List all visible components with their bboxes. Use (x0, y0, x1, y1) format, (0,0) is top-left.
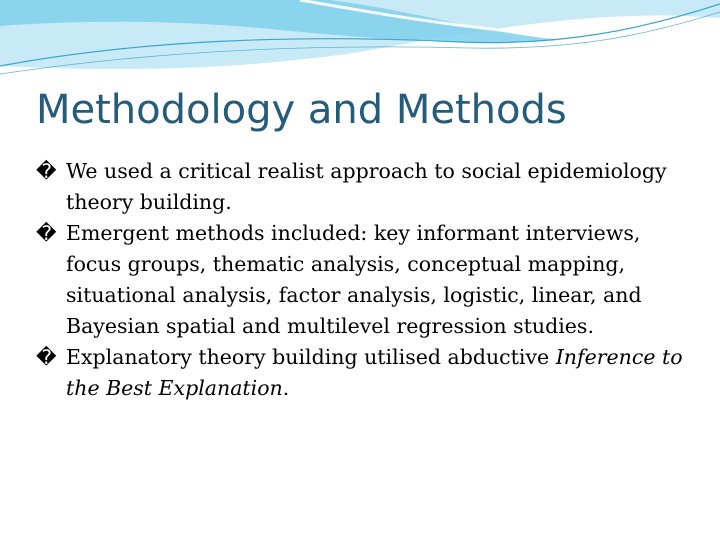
header-wave-decoration (0, 0, 720, 90)
bullet-text-trailing: . (282, 376, 290, 400)
bullet-icon: � (36, 345, 57, 369)
bullet-item-approach (36, 156, 686, 218)
bullet-text: Emergent methods included: key informant interviews, focus groups, thematic analysis, conceptual mapping, situational analysis, factor analysis, logistic, linear, and Bayesian spatial and multilevel regression studies. (66, 221, 642, 338)
bullet-icon: � (36, 221, 57, 245)
bullet-text: Explanatory theory building utilised abductive (66, 345, 556, 369)
bullet-list (36, 156, 686, 404)
bullet-text-emphasis: Inference to the Best Explanation (66, 345, 683, 400)
bullet-item-methods (36, 218, 686, 342)
bullet-text: We used a critical realist approach to social epidemiology theory building. (66, 159, 667, 214)
bullet-item-explanatory-theory (36, 342, 686, 404)
bullet-icon: � (36, 159, 57, 183)
slide-title: Methodology and Methods (36, 87, 567, 133)
